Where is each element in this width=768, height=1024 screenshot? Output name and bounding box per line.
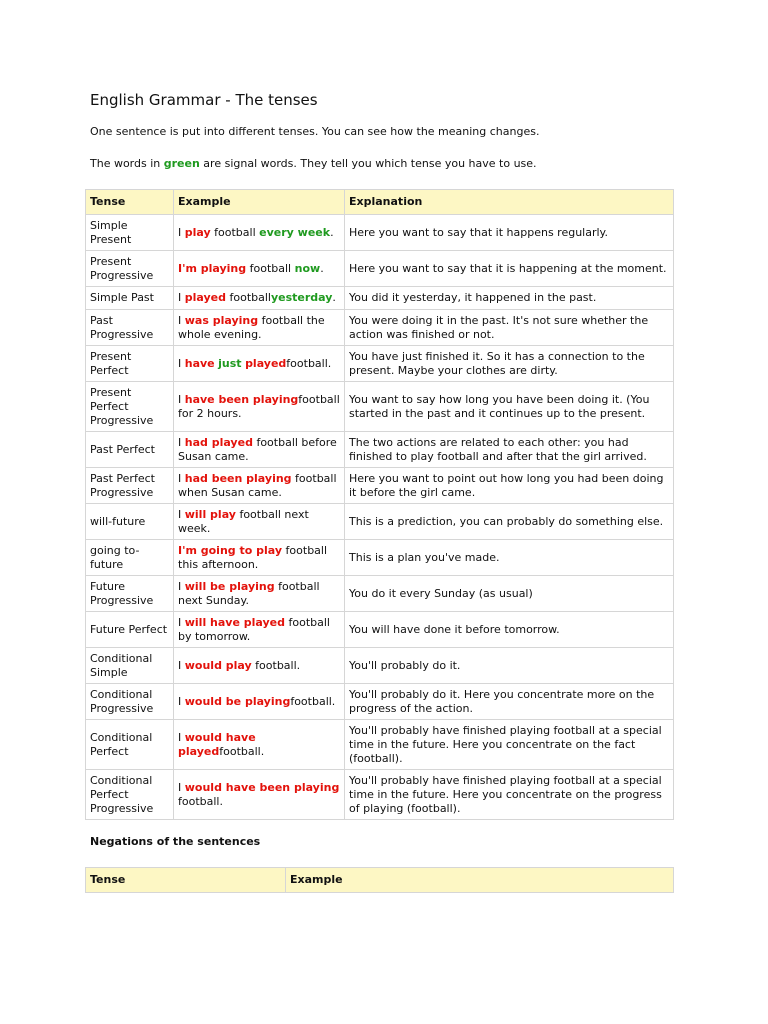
verb-form: was playing — [184, 313, 259, 327]
example-text: I — [178, 507, 185, 521]
tense-cell: Simple Past — [86, 287, 174, 310]
table-row — [86, 770, 674, 820]
table-row — [86, 576, 674, 612]
example-text: I — [178, 780, 185, 794]
example-cell — [174, 504, 345, 540]
table-row — [86, 720, 674, 770]
tense-cell: Conditional Perfect Progressive — [86, 770, 174, 820]
example-cell — [174, 648, 345, 684]
tense-cell: Future Perfect — [86, 612, 174, 648]
example-text: football this afternoon. — [178, 543, 328, 571]
verb-form: I'm playing — [178, 261, 247, 275]
negations-table — [85, 867, 674, 893]
verb-form: would have been playing — [184, 780, 340, 794]
tenses-table-body — [86, 215, 674, 820]
example-text: football next Sunday. — [178, 579, 320, 607]
explanation-cell: Here you want to say that it happens regularly. — [345, 215, 674, 251]
verb-form: will play — [184, 507, 236, 521]
explanation-cell: You did it yesterday, it happened in the past. — [345, 287, 674, 310]
example-text: I — [178, 471, 185, 485]
example-text: I — [178, 435, 185, 449]
example-cell — [174, 310, 345, 346]
explanation-cell: You do it every Sunday (as usual) — [345, 576, 674, 612]
signal-word: just — [218, 356, 242, 370]
tenses-table — [85, 189, 674, 820]
verb-form: would be playing — [184, 694, 291, 708]
example-cell — [174, 432, 345, 468]
explanation-cell: You'll probably have finished playing football at a special time in the future. Here you concentrate on the progress of playing (football). — [345, 770, 674, 820]
header-explanation: Explanation — [345, 190, 674, 215]
verb-form: have been playing — [184, 392, 299, 406]
tense-cell: going to-future — [86, 540, 174, 576]
verb-form: I'm going to play — [178, 543, 283, 557]
example-text: football when Susan came. — [178, 471, 337, 499]
signal-word-note — [90, 157, 537, 170]
tense-cell: Future Progressive — [86, 576, 174, 612]
example-text: football the whole evening. — [178, 313, 325, 341]
example-text: . — [320, 261, 324, 275]
example-text: I — [178, 291, 185, 304]
negations-header-example: Example — [286, 868, 674, 893]
table-row — [86, 504, 674, 540]
explanation-cell: You'll probably do it. — [345, 648, 674, 684]
example-text: football — [225, 291, 271, 304]
signal-word: every week — [259, 225, 331, 239]
table-row — [86, 612, 674, 648]
example-cell — [174, 720, 345, 770]
example-text: football before Susan came. — [178, 435, 337, 463]
intro-text: One sentence is put into different tenses. You can see how the meaning changes. — [90, 125, 540, 138]
negations-header-tense: Tense — [86, 868, 286, 893]
example-cell — [174, 540, 345, 576]
tense-cell: Present Perfect Progressive — [86, 382, 174, 432]
page-title: English Grammar - The tenses — [90, 91, 318, 109]
explanation-cell: You want to say how long you have been doing it. (You started in the past and it continues up to the present. — [345, 382, 674, 432]
verb-form: had played — [184, 435, 253, 449]
tense-cell: Present Perfect — [86, 346, 174, 382]
tense-cell: Conditional Simple — [86, 648, 174, 684]
tenses-table-header — [86, 190, 674, 215]
verb-form: had been playing — [184, 471, 292, 485]
table-row — [86, 382, 674, 432]
verb-form: play — [184, 225, 211, 239]
signal-word: yesterday — [270, 291, 333, 304]
table-row — [86, 346, 674, 382]
explanation-cell: This is a plan you've made. — [345, 540, 674, 576]
verb-form: will be playing — [184, 579, 275, 593]
example-text: I — [178, 579, 185, 593]
table-row — [86, 684, 674, 720]
example-cell — [174, 251, 345, 287]
signal-note-before: The words in — [90, 157, 164, 170]
example-text: football. — [290, 694, 336, 708]
example-text: I — [178, 658, 185, 672]
example-cell — [174, 576, 345, 612]
signal-note-after: are signal words. They tell you which tense you have to use. — [199, 157, 537, 170]
example-text: football by tomorrow. — [178, 615, 330, 643]
example-text: I — [178, 694, 185, 708]
explanation-cell: You'll probably have finished playing football at a special time in the future. Here you concentrate on the fact (football). — [345, 720, 674, 770]
tense-cell: Past Perfect — [86, 432, 174, 468]
example-cell — [174, 287, 345, 310]
verb-form: played — [184, 291, 226, 304]
explanation-cell: Here you want to say that it is happening at the moment. — [345, 251, 674, 287]
table-row — [86, 540, 674, 576]
verb-form: would play — [184, 658, 252, 672]
example-cell — [174, 770, 345, 820]
explanation-cell: You have just finished it. So it has a connection to the present. Maybe your clothes are dirty. — [345, 346, 674, 382]
table-row — [86, 648, 674, 684]
example-text: football. — [286, 356, 332, 370]
signal-word: now — [294, 261, 321, 275]
header-tense: Tense — [86, 190, 174, 215]
explanation-cell: You'll probably do it. Here you concentrate more on the progress of the action. — [345, 684, 674, 720]
explanation-cell: You were doing it in the past. It's not sure whether the action was finished or not. — [345, 310, 674, 346]
negations-table-header — [86, 868, 674, 893]
example-text: football — [210, 225, 260, 239]
table-row — [86, 215, 674, 251]
example-cell — [174, 684, 345, 720]
example-cell — [174, 612, 345, 648]
explanation-cell: Here you want to point out how long you had been doing it before the girl came. — [345, 468, 674, 504]
verb-form: would have played — [178, 730, 256, 758]
tense-cell: Conditional Progressive — [86, 684, 174, 720]
header-example: Example — [174, 190, 345, 215]
example-text: I — [178, 392, 185, 406]
tense-cell: Past Progressive — [86, 310, 174, 346]
tense-cell: Present Progressive — [86, 251, 174, 287]
example-cell — [174, 346, 345, 382]
table-row — [86, 468, 674, 504]
example-text: football. — [219, 744, 265, 758]
verb-form: played — [245, 356, 287, 370]
table-row — [86, 432, 674, 468]
explanation-cell: The two actions are related to each other: you had finished to play football and after that the girl arrived. — [345, 432, 674, 468]
example-text: football — [246, 261, 295, 275]
example-text: football. — [251, 658, 301, 672]
explanation-cell: You will have done it before tomorrow. — [345, 612, 674, 648]
example-text: I — [178, 615, 185, 629]
tense-cell: Conditional Perfect — [86, 720, 174, 770]
table-row — [86, 251, 674, 287]
example-text: I — [178, 313, 185, 327]
example-cell — [174, 215, 345, 251]
example-text: . — [330, 225, 334, 239]
example-cell — [174, 382, 345, 432]
example-text: football next week. — [178, 507, 309, 535]
signal-note-highlight: green — [163, 157, 200, 170]
negations-heading: Negations of the sentences — [90, 835, 261, 848]
example-text: football. — [178, 794, 223, 808]
example-text: . — [332, 291, 336, 304]
explanation-cell: This is a prediction, you can probably do something else. — [345, 504, 674, 540]
example-text: I — [178, 225, 185, 239]
verb-form: have — [184, 356, 215, 370]
example-text: football for 2 hours. — [178, 392, 340, 420]
table-row — [86, 310, 674, 346]
tense-cell: Simple Present — [86, 215, 174, 251]
tense-cell: Past Perfect Progressive — [86, 468, 174, 504]
verb-form: will have played — [184, 615, 286, 629]
example-cell — [174, 468, 345, 504]
example-text: I — [178, 730, 185, 744]
example-text: I — [178, 356, 185, 370]
tense-cell: will-future — [86, 504, 174, 540]
table-row — [86, 287, 674, 310]
